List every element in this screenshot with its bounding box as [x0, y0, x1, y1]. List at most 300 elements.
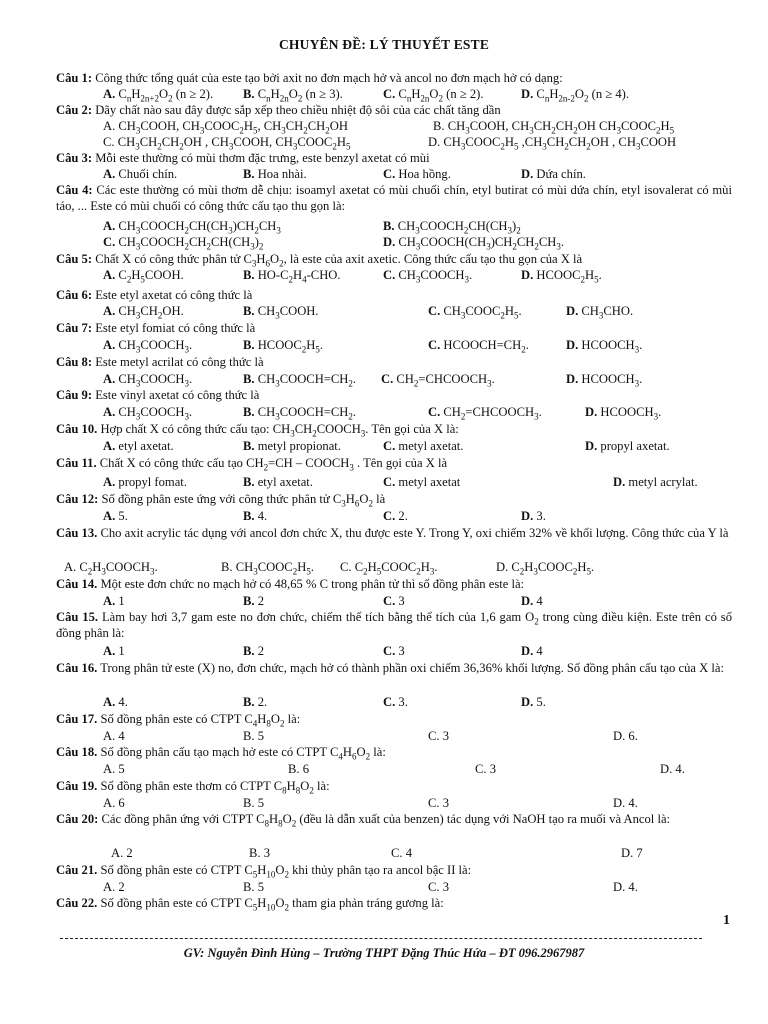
text-run: COOCH=CH	[279, 372, 349, 386]
subscript: 3	[634, 344, 640, 355]
text-run: CH	[307, 119, 326, 133]
subscript: n	[544, 93, 550, 104]
text-run: HCOOCH=CH	[440, 338, 522, 352]
text-run: CH	[140, 304, 158, 318]
option-letter: B.	[243, 338, 255, 352]
text-run: .	[560, 235, 565, 249]
text-run: COOH.	[279, 304, 319, 318]
text-line	[56, 182, 732, 214]
text-run: .	[352, 372, 357, 386]
text-run: C. C	[340, 560, 364, 574]
subscript: 3	[415, 225, 420, 236]
text-run: CH	[516, 235, 535, 249]
text-run: .	[189, 405, 193, 419]
text-line	[103, 508, 732, 524]
text-run: CH	[533, 119, 552, 133]
text-run: D. 6.	[613, 729, 638, 743]
text-run: .	[491, 372, 495, 386]
page-title: CHUYÊN ĐỀ: LÝ THUYẾT ESTE	[278, 37, 490, 52]
footer-text: GV: Nguyễn Đình Hùng – Trường THPT Đặng Thúc Hứa – ĐT 096.2967987	[183, 946, 585, 960]
text-run: COOCH	[140, 338, 185, 352]
text-line	[56, 660, 732, 676]
subscript: 2	[279, 258, 284, 269]
question-number: Câu 8:	[56, 355, 93, 369]
option-letter: C.	[428, 304, 441, 318]
subscript: 3	[275, 378, 280, 389]
subscript: 6	[352, 751, 357, 762]
subscript: 2	[460, 411, 466, 422]
text-run: Este metyl acrilat có công thức là	[92, 355, 264, 369]
text-run: Số đồng phân este có CTPT C	[97, 712, 253, 726]
subscript: 2	[239, 125, 244, 136]
text-run: A. 2	[111, 846, 133, 860]
text-run: A. 4	[103, 729, 125, 743]
text-run: O	[429, 87, 439, 101]
subscript: 8	[282, 785, 287, 796]
text-run: (đều là dẫn xuất của benzen) tác dụng với NaOH tạo ra muối và Ancol là:	[296, 812, 671, 826]
text-run: trong cùng điều kiện. Este trên có số đồng phân là:	[56, 610, 732, 640]
text-run: Chất X có công thức cấu tạo CH	[96, 456, 264, 470]
text-line	[103, 438, 732, 454]
text-run: H	[504, 135, 514, 149]
text-run: H	[367, 560, 377, 574]
text-run: O	[574, 87, 585, 101]
text-run: O	[288, 87, 298, 101]
text-line	[64, 559, 732, 575]
text-line	[56, 421, 732, 437]
text-run: 3	[395, 594, 405, 608]
text-run: CH(CH	[189, 219, 229, 233]
text-run: Số đồng phân este ứng với công thức phân tử C	[98, 492, 342, 506]
text-run: COOCH	[105, 560, 150, 574]
text-run: ,CH	[518, 135, 543, 149]
text-run: B. 5	[243, 796, 264, 810]
text-run: COOCH	[140, 235, 185, 249]
text-run: CH	[568, 135, 587, 149]
subscript: 3	[616, 125, 622, 136]
text-run: Cho axit acrylic tác dụng với ancol đơn chức X, thu được este Y. Trong Y, oxi chiếm 32% về khối lượng. Công thức của Y là	[97, 526, 729, 540]
text-run: COOC	[381, 560, 417, 574]
text-run: HCOOCH	[578, 338, 635, 352]
text-run: O	[275, 896, 285, 910]
text-run: .	[598, 268, 602, 282]
text-line	[103, 474, 732, 490]
text-run: COOC	[257, 560, 293, 574]
subscript: 2	[348, 411, 353, 422]
text-run: CH	[115, 219, 136, 233]
subscript: 2	[573, 125, 578, 136]
question-number: Câu 22.	[56, 896, 98, 910]
subscript: 5	[514, 310, 519, 321]
option-letter: A.	[103, 219, 116, 233]
text-run: =CHCOOCH	[418, 372, 488, 386]
option-letter: B.	[243, 268, 255, 282]
text-run: CH	[115, 304, 136, 318]
text-run: Hoa nhài.	[254, 167, 307, 181]
question-number: Câu 6:	[56, 288, 93, 302]
text-run: C. 4	[391, 846, 412, 860]
text-run: A. 5	[103, 762, 125, 776]
subscript: 3	[150, 566, 155, 577]
text-run: COOCH	[140, 219, 185, 233]
question-number: Câu 18.	[56, 745, 98, 759]
text-run: D. 7	[621, 846, 643, 860]
text-line	[103, 218, 732, 234]
text-run: khi thủy phân tạo ra ancol bậc II là:	[288, 863, 472, 877]
subscript: 3	[534, 411, 539, 422]
subscript: 5	[586, 566, 592, 577]
text-run: COOC	[204, 119, 240, 133]
text-run: 2.	[254, 695, 268, 709]
option-letter: C.	[103, 235, 116, 249]
text-run: (n ≥ 2).	[443, 87, 484, 101]
text-run: CH(CH	[211, 235, 251, 249]
subscript: 3	[429, 566, 435, 577]
text-run: COOCH(CH	[420, 235, 487, 249]
subscript: 4	[252, 718, 258, 729]
question-number: Câu 12:	[56, 492, 99, 506]
subscript: 3	[228, 225, 233, 236]
subscript: 2	[332, 141, 337, 152]
option-letter: A.	[103, 372, 116, 386]
text-run: H	[293, 268, 303, 282]
text-run: CH	[393, 372, 414, 386]
text-run: etyl axetat.	[254, 475, 313, 489]
subscript: 2	[551, 125, 556, 136]
text-run: 2	[254, 594, 265, 608]
text-run: H	[257, 712, 267, 726]
subscript: 3	[135, 125, 141, 136]
text-run: Este vinyl axetat có công thức là	[92, 388, 260, 402]
question-number: Câu 2:	[56, 103, 93, 117]
text-line	[103, 371, 732, 387]
text-run: COOCH	[420, 268, 465, 282]
text-run: A. CH	[103, 119, 136, 133]
text-line	[103, 134, 732, 150]
text-run: propyl axetat.	[597, 439, 670, 453]
subscript: 2	[301, 344, 307, 355]
text-run: B. 5	[243, 880, 264, 894]
option-letter: C.	[383, 695, 396, 709]
subscript: 3	[529, 125, 534, 136]
text-run: CH	[189, 235, 207, 249]
subscript: 5	[252, 125, 258, 136]
option-letter: C.	[383, 644, 396, 658]
text-line	[56, 744, 732, 760]
subscript: 2	[413, 378, 419, 389]
text-run: .	[319, 338, 324, 352]
text-run: . Tên gọi của X là:	[365, 422, 459, 436]
option-letter: A.	[103, 594, 116, 608]
text-run: OH CH	[577, 119, 617, 133]
text-run: A. 6	[103, 796, 125, 810]
text-line	[56, 609, 732, 641]
subscript: 10	[266, 902, 276, 913]
text-run: Số đồng phân este có CTPT C	[97, 863, 253, 877]
question-number: Câu 17.	[56, 712, 98, 726]
text-run: 3	[395, 644, 405, 658]
subscript: 3	[635, 141, 641, 152]
text-line	[56, 102, 732, 118]
text-run: C	[115, 87, 127, 101]
text-run: .	[658, 405, 662, 419]
text-run: CH	[395, 268, 416, 282]
subscript: 2	[519, 566, 525, 577]
option-letter: A.	[103, 475, 116, 489]
text-run: 4.	[115, 695, 128, 709]
subscript: 3	[415, 241, 421, 252]
question-number: Câu 21.	[56, 863, 98, 877]
question-number: Câu 14.	[56, 577, 98, 591]
text-run: B. 5	[243, 729, 264, 743]
option-letter: C.	[381, 372, 394, 386]
text-run: OH , CH	[590, 135, 636, 149]
text-run: 4.	[254, 509, 268, 523]
subscript: 2	[179, 141, 184, 152]
subscript: 3	[135, 310, 141, 321]
text-run: OH	[329, 119, 348, 133]
text-line	[103, 694, 732, 710]
option-letter: A.	[103, 509, 116, 523]
text-run: C	[115, 268, 127, 282]
text-run: , là este của axit axetic. Công thức cấu tạo thu gọn của X là	[283, 252, 583, 266]
text-run: A. 2	[103, 880, 125, 894]
text-run: .	[639, 372, 643, 386]
text-run: D. CH	[428, 135, 461, 149]
option-letter: D.	[613, 475, 626, 489]
text-run: COOC	[297, 135, 333, 149]
subscript: 3	[135, 241, 141, 252]
question-number: Câu 15.	[56, 610, 99, 624]
text-run: COOCH=CH	[279, 405, 349, 419]
text-run: Dãy chất nào sau đây được sắp xếp theo chiều nhiệt độ sôi của các chất tăng dần	[92, 103, 501, 117]
page-number: 1	[723, 913, 730, 928]
option-letter: D.	[585, 405, 598, 419]
subscript: 2	[284, 869, 289, 880]
text-run: D. 4.	[613, 880, 638, 894]
text-line	[56, 778, 732, 794]
option-letter: D.	[521, 167, 534, 181]
text-run: H	[504, 304, 515, 318]
subscript: 8	[278, 818, 283, 829]
text-line	[56, 862, 732, 878]
subscript: 3	[464, 274, 469, 285]
question-number: Câu 10.	[56, 422, 98, 436]
text-line	[103, 795, 732, 811]
subscript: 3	[275, 411, 280, 422]
text-line	[56, 455, 732, 471]
option-letter: A.	[103, 695, 116, 709]
text-line	[56, 150, 732, 166]
subscript: 2	[516, 225, 521, 236]
subscript: 2	[580, 274, 585, 285]
text-line	[56, 251, 732, 267]
text-run: B. 6	[288, 762, 309, 776]
subscript: 3	[184, 411, 189, 422]
text-run: H	[584, 268, 595, 282]
text-run: .	[469, 268, 473, 282]
text-line	[56, 711, 732, 727]
subscript: 4	[302, 274, 307, 285]
text-run: O	[270, 712, 280, 726]
subscript: 2	[500, 310, 505, 321]
option-letter: B.	[243, 509, 255, 523]
text-run: Công thức tổng quát của este tạo bởi axit no đơn mạch hở và ancol no đơn mạch hở có dạng:	[92, 71, 563, 85]
subscript: 3	[507, 225, 512, 236]
text-line	[56, 320, 732, 336]
text-run: là:	[284, 712, 301, 726]
text-run: C	[395, 87, 407, 101]
option-letter: C.	[383, 87, 396, 101]
question-number: Câu 7:	[56, 321, 93, 335]
text-run: C	[533, 87, 545, 101]
option-letter: D.	[566, 338, 579, 352]
subscript: 2	[284, 902, 289, 913]
text-run: (n ≥ 2).	[172, 87, 214, 101]
subscript: 3	[465, 125, 470, 136]
subscript: 3	[281, 125, 286, 136]
text-run: Chuối chín.	[115, 167, 178, 181]
option-letter: A.	[103, 304, 116, 318]
subscript: 3	[253, 566, 258, 577]
text-run: B. CH	[433, 119, 466, 133]
text-run: .	[189, 338, 193, 352]
subscript: 5	[345, 141, 351, 152]
subscript: 2n	[420, 93, 430, 104]
subscript: 2	[584, 93, 589, 104]
text-run: CH	[294, 422, 313, 436]
subscript: 2	[572, 566, 578, 577]
subscript: 2	[363, 566, 368, 577]
text-line	[103, 728, 732, 744]
text-run: CHO.	[603, 304, 634, 318]
text-run: CH	[394, 219, 416, 233]
text-run: 4	[533, 644, 543, 658]
subscript: 10	[266, 869, 276, 880]
text-line	[103, 404, 732, 420]
text-line	[56, 70, 732, 86]
subscript: n	[406, 93, 412, 104]
text-run: HCOOC	[533, 268, 581, 282]
text-run: C. 3	[475, 762, 496, 776]
text-run: COOH, CH	[140, 119, 200, 133]
subscript: 3	[598, 310, 604, 321]
text-run: O	[300, 779, 310, 793]
option-letter: B.	[243, 405, 255, 419]
subscript: n	[126, 93, 132, 104]
text-run: H	[256, 252, 266, 266]
subscript: 3	[251, 258, 257, 269]
text-run: H	[243, 119, 253, 133]
subscript: 2	[512, 241, 517, 252]
text-run: A. C	[64, 560, 88, 574]
text-run: .	[434, 560, 438, 574]
text-run: metyl propionat.	[254, 439, 341, 453]
subscript: 2	[263, 462, 269, 473]
subscript: 2	[291, 818, 297, 829]
option-letter: D.	[521, 509, 534, 523]
subscript: 2	[500, 141, 505, 152]
text-run: .	[639, 338, 643, 352]
option-letter: C.	[383, 475, 396, 489]
text-run: HCOOC	[254, 338, 302, 352]
text-run: metyl axetat	[395, 475, 461, 489]
subscript: 3	[556, 241, 561, 252]
text-run: Số đồng phân este có CTPT C	[97, 896, 253, 910]
subscript: 3	[292, 141, 298, 152]
text-run: D. 4.	[660, 762, 685, 776]
subscript: 5	[594, 274, 599, 285]
text-run: metyl acrylat.	[625, 475, 698, 489]
text-run: Một este đơn chức no mạch hở có 48,65 % C trong phân tử thì số đồng phân este là:	[97, 577, 525, 591]
subscript: 2	[303, 125, 308, 136]
subscript: 3	[199, 125, 205, 136]
option-letter: B.	[243, 439, 255, 453]
option-letter: C.	[383, 268, 396, 282]
subscript: 3	[135, 344, 141, 355]
text-run: Làm bay hơi 3,7 gam este no đơn chức, chiếm thể tích bằng thể tích của 1,6 gam O	[98, 610, 535, 624]
text-line	[56, 576, 732, 592]
option-letter: A.	[103, 405, 116, 419]
text-run: . Tên gọi của X là	[353, 456, 448, 470]
footer-divider	[60, 938, 702, 939]
text-run: H	[411, 87, 421, 101]
question-number: Câu 5:	[56, 252, 93, 266]
subscript: 3	[533, 566, 538, 577]
text-line	[103, 118, 732, 134]
option-letter: C.	[428, 405, 441, 419]
subscript: 2n+2	[140, 93, 159, 104]
subscript: 2	[365, 751, 371, 762]
text-run: H	[297, 560, 307, 574]
text-line	[56, 354, 732, 370]
subscript: 2	[521, 344, 526, 355]
subscript: 3	[276, 225, 281, 236]
text-run: 1	[115, 594, 125, 608]
option-letter: C.	[383, 594, 396, 608]
subscript: 3	[228, 141, 234, 152]
text-run: COOCH	[140, 405, 185, 419]
subscript: 2n	[279, 93, 289, 104]
option-letter: C.	[383, 439, 396, 453]
text-line	[111, 845, 732, 861]
text-run: 3.	[533, 509, 546, 523]
question-number: Câu 20:	[56, 812, 99, 826]
subscript: 2	[416, 566, 421, 577]
subscript: 3	[634, 378, 640, 389]
text-run: 2	[254, 644, 265, 658]
text-run: B. CH	[221, 560, 254, 574]
option-letter: B.	[243, 695, 255, 709]
subscript: 3	[250, 241, 255, 252]
text-run: )	[254, 235, 259, 249]
text-run: .	[352, 405, 357, 419]
text-run: H	[257, 896, 267, 910]
question-number: Câu 3:	[56, 151, 93, 165]
text-run: C. 3	[428, 880, 449, 894]
option-letter: A.	[103, 644, 116, 658]
text-line	[103, 86, 732, 102]
text-run: O	[356, 745, 366, 759]
question-number: Câu 13.	[56, 526, 98, 540]
subscript: 5	[376, 566, 382, 577]
text-run: CH	[440, 304, 461, 318]
subscript: 3	[184, 378, 189, 389]
text-run: (n ≥ 4).	[588, 87, 630, 101]
option-letter: D.	[383, 235, 396, 249]
text-run: H	[524, 560, 534, 574]
subscript: 3	[460, 310, 466, 321]
